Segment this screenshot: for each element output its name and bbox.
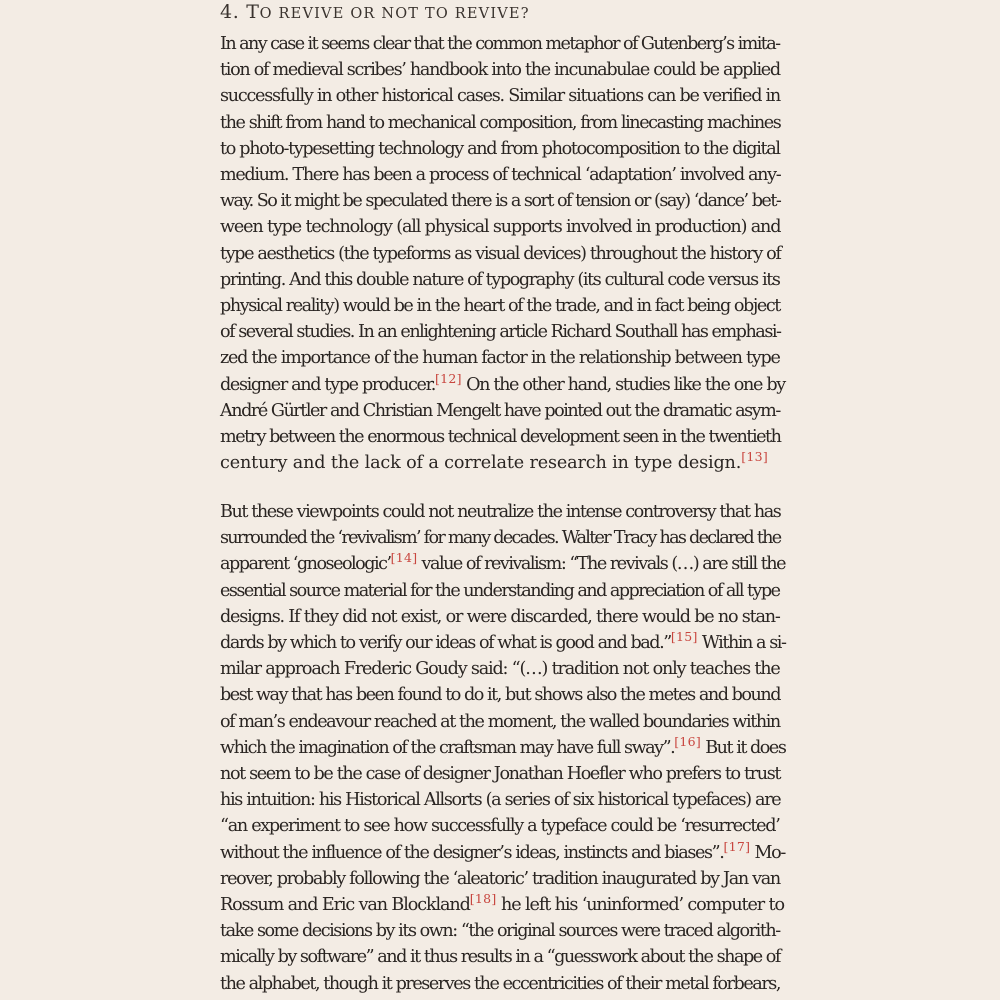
body-text-line: to photo-typesetting technology and from photocomposition to the digital [220, 138, 780, 159]
body-text-line [220, 551, 785, 577]
body-text-line [220, 450, 768, 476]
footnote-reference-link[interactable]: [12] [434, 370, 462, 386]
body-text-line: tion of medieval scribes’ handbook into the incunabulae could be applied [220, 60, 780, 81]
body-text-line: ween type technology (all physical supports involved in production) and [220, 217, 781, 238]
body-text-segment: Within a si- [697, 633, 786, 653]
footnote-reference-link[interactable]: [18] [469, 891, 497, 906]
body-text-line: But these viewpoints could not neutralize the intense controversy that has [220, 502, 781, 522]
body-text-line: mically by software” and it thus results in a “guesswork about the shape of [220, 947, 780, 968]
body-text-segment: which the imagination of the craftsman may have full sway”. [220, 737, 675, 758]
body-text-segment: designer and type producer. [220, 374, 435, 395]
body-text-line: take some decisions by its own: “the original sources were traced algorith- [220, 921, 780, 942]
body-text-line: surrounded the ‘revivalism’ for many decades. Walter Tracy has declared the [220, 528, 781, 549]
body-text-line: designs. If they did not exist, or were discarded, there would be no stan- [220, 606, 780, 627]
body-text-line [220, 892, 784, 918]
footnote-reference-link[interactable]: [17] [723, 838, 751, 854]
body-text-line: of several studies. In an enlightening article Richard Southall has emphasi- [220, 322, 781, 343]
footnote-reference-link[interactable]: [16] [674, 733, 702, 749]
section-title-initial: T [246, 1, 260, 23]
body-text-line: of man’s endeavour reached at the moment, the walled boundaries within [220, 711, 780, 732]
body-text-segment: dards by which to verify our ideas of what is good and bad.” [220, 633, 671, 653]
body-text-segment: Mo- [750, 842, 785, 863]
body-text-segment: without the influence of the designer’s ideas, instincts and biases”. [220, 842, 724, 863]
body-text-line: successfully in other historical cases. Similar situations can be verified in [220, 86, 781, 107]
section-heading [220, 0, 530, 24]
body-text-line: physical reality) would be in the heart of the trade, and in fact being object [220, 296, 780, 316]
body-text-segment: he left his ‘uninformed’ computer to [496, 895, 784, 915]
body-text-line [220, 735, 785, 761]
body-text-line: zed the importance of the human factor in the relationship between type [220, 348, 780, 369]
footnote-reference-link[interactable]: [13] [741, 449, 769, 465]
footnote-reference-link[interactable]: [14] [390, 550, 418, 566]
body-text-line: best way that has been found to do it, but shows also the metes and bound [220, 685, 780, 706]
body-text-line: In any case it seems clear that the common metaphor of Gutenberg’s imita- [220, 34, 780, 54]
body-text-line: metry between the enormous technical development seen in the twentieth [220, 427, 781, 447]
body-text-line: milar approach Frederic Goudy said: “(…) tradition not only teaches the [220, 659, 780, 680]
body-text-line [220, 840, 785, 866]
body-text-line: way. So it might be speculated there is a sort of tension or (say) ‘dance’ bet- [220, 191, 781, 212]
body-text-line: medium. There has been a process of technical ‘adaptation’ involved any- [220, 165, 781, 185]
body-text-segment: Rossum and Eric van Blockland [220, 895, 470, 915]
body-text-line: the shift from hand to mechanical composition, from linecasting machines [220, 112, 781, 133]
body-text-line: reover, probably following the ‘aleatoric’ tradition inaugurated by Jan van [220, 868, 780, 889]
body-text-line: type aesthetics (the typeforms as visual devices) throughout the history of [220, 243, 781, 264]
body-text-segment: value of revivalism: “The revivals (…) are still the [417, 554, 786, 575]
body-text-line: essential source material for the understanding and appreciation of all type [220, 580, 780, 601]
section-title-smallcaps: O REVIVE OR NOT TO REVIVE? [259, 6, 530, 22]
body-text-segment: century and the lack of a correlate research in type design. [220, 453, 742, 474]
body-text-segment: On the other hand, studies like the one by [461, 374, 785, 395]
body-text-segment: But it does [701, 737, 786, 758]
body-text-line: his intuition: his Historical Allsorts (a series of six historical typefaces) are [220, 790, 781, 811]
section-number: 4. [220, 1, 240, 23]
body-text-line [220, 372, 785, 398]
body-text-line: not seem to be the case of designer Jonathan Hoefler who prefers to trust [220, 764, 781, 784]
body-text-line: “an experiment to see how successfully a typeface could be ‘resurrected’ [220, 816, 780, 837]
body-text-line: the alphabet, though it preserves the eccentricities of their metal forbears, [220, 973, 781, 994]
body-text-line [220, 630, 785, 656]
body-text-line: André Gürtler and Christian Mengelt have pointed out the dramatic asym- [220, 400, 780, 421]
footnote-reference-link[interactable]: [15] [670, 629, 698, 644]
body-text-segment: apparent ‘gnoseologic’ [220, 554, 391, 575]
body-text-line: printing. And this double nature of typography (its cultural code versus its [220, 269, 780, 290]
